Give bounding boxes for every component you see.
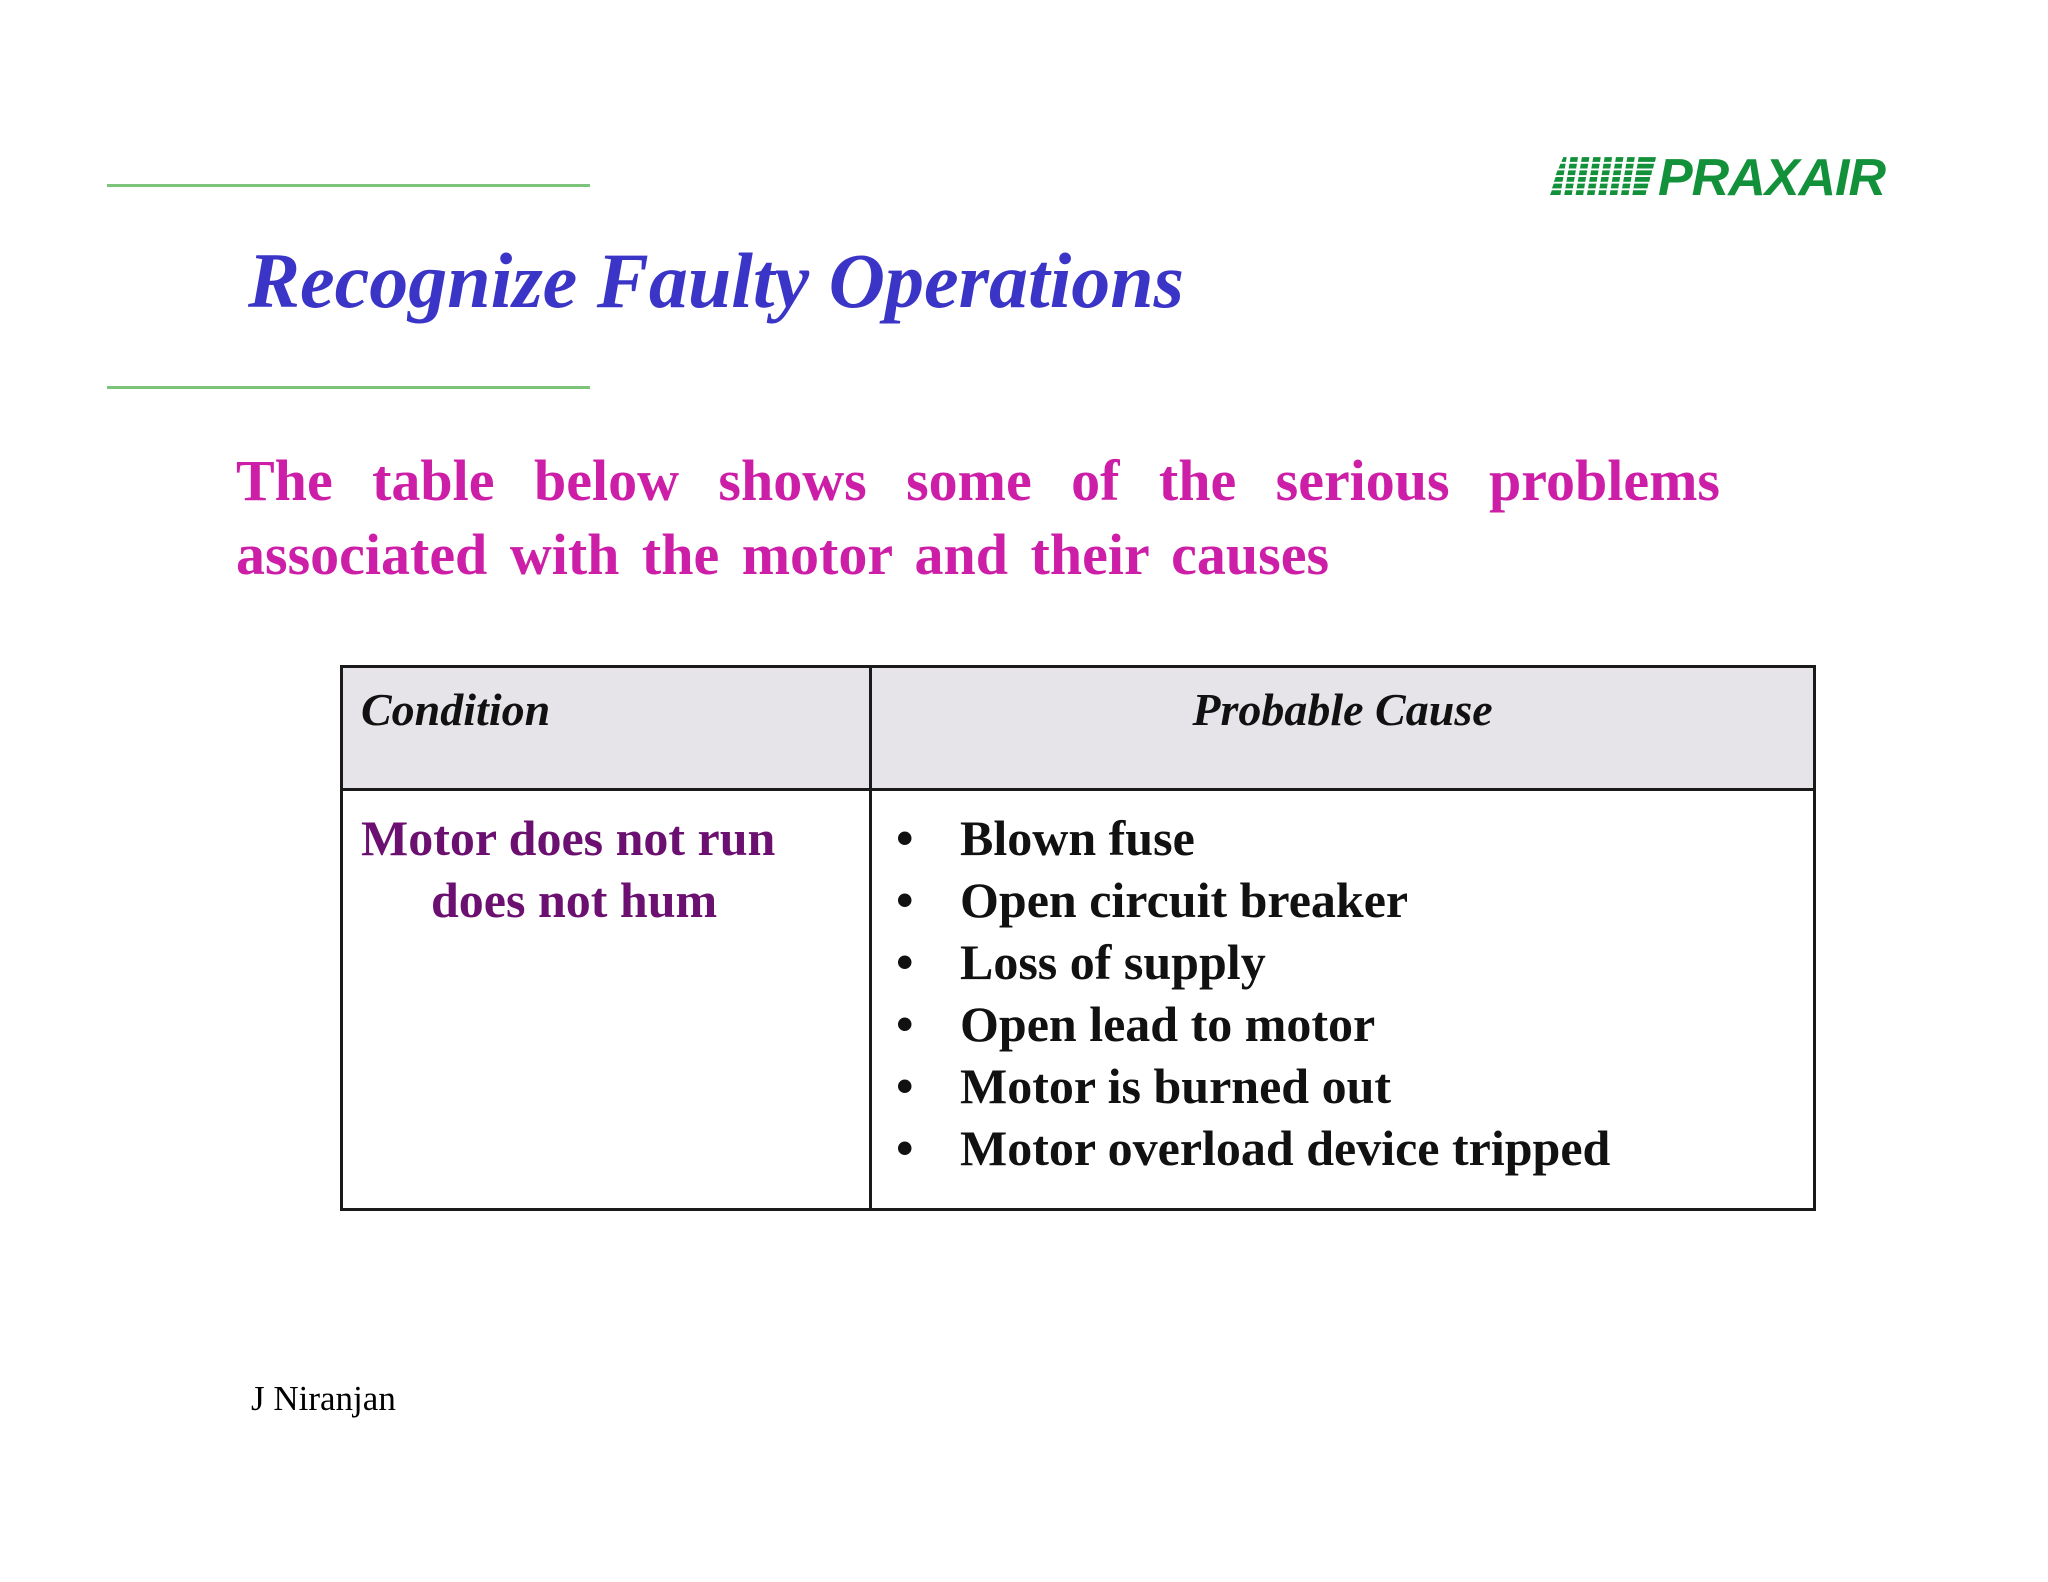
table-header-row (342, 667, 1815, 790)
list-item (882, 807, 1803, 869)
logo-brand-text: PRAXAIR (1657, 149, 1885, 207)
cause-list (882, 807, 1803, 1179)
bullet-icon: • (896, 934, 914, 990)
author-footer: J Niranjan (251, 1379, 396, 1418)
bullet-icon: • (896, 810, 914, 866)
list-item (882, 931, 1803, 993)
slide-title: Recognize Faulty Operations (248, 237, 1185, 324)
bullet-icon: • (896, 872, 914, 928)
list-item (882, 993, 1803, 1055)
list-item (882, 869, 1803, 931)
header-condition: Condition (342, 667, 871, 790)
bullet-icon: • (896, 1120, 914, 1176)
table-row (342, 790, 1815, 1210)
faults-table (340, 665, 1816, 1211)
top-divider (107, 184, 590, 187)
condition-line: does not hum (431, 872, 718, 928)
condition-cell (342, 790, 871, 1210)
cause-text: Blown fuse (960, 810, 1195, 866)
cause-text: Open circuit breaker (960, 872, 1409, 928)
praxair-logo (1550, 150, 1885, 206)
list-item (882, 1055, 1803, 1117)
cause-text: Loss of supply (960, 934, 1266, 990)
cause-text: Motor is burned out (960, 1058, 1392, 1114)
intro-text: The table below shows some of the serious problems associated with the motor and their causes (236, 448, 1720, 587)
bullet-icon: • (896, 996, 914, 1052)
header-probable-cause: Probable Cause (871, 667, 1815, 790)
bottom-divider (107, 386, 590, 389)
cause-text: Open lead to motor (960, 996, 1376, 1052)
cause-text: Motor overload device tripped (960, 1120, 1611, 1176)
praxair-speed-lines-icon (1550, 154, 1656, 202)
cause-cell (871, 790, 1815, 1210)
condition-line: Motor does not run (361, 810, 776, 866)
list-item (882, 1117, 1803, 1179)
bullet-icon: • (896, 1058, 914, 1114)
